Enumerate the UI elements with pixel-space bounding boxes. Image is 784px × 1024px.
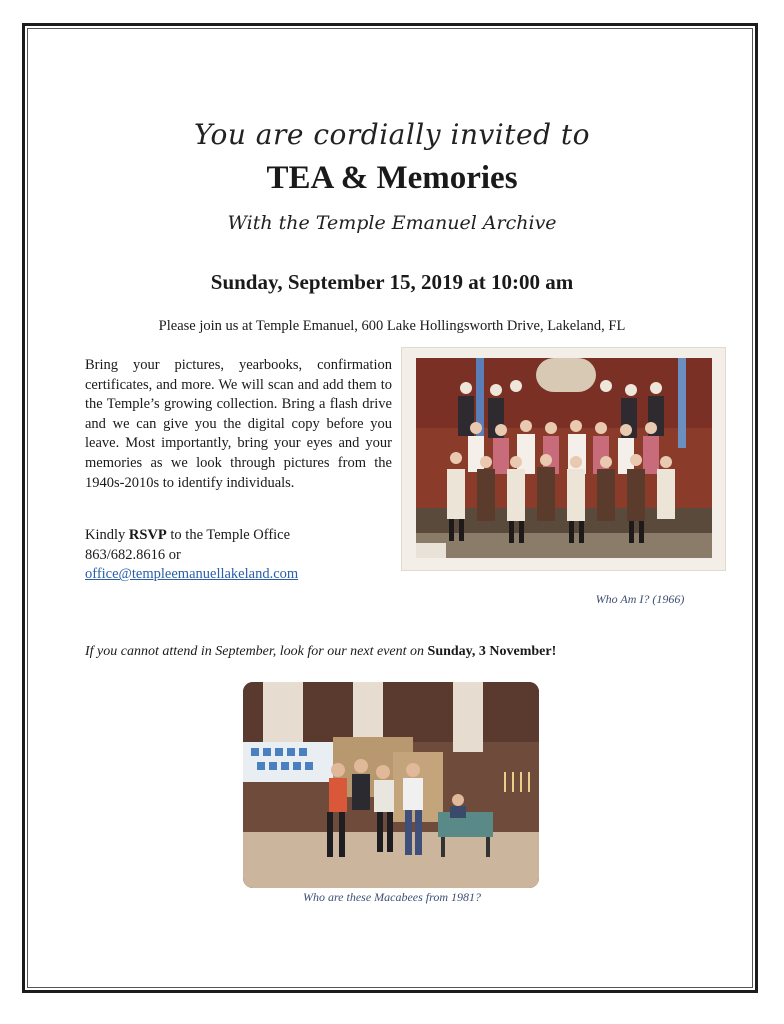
rsvp-phone: 863/682.8616 or	[85, 546, 181, 563]
next-event-text: If you cannot attend in September, look for our next event on	[85, 644, 425, 659]
photo-2-caption: Who are these Macabees from 1981?	[302, 890, 482, 904]
class-photo-1966	[402, 348, 725, 570]
class-photo-image	[416, 358, 712, 558]
event-date: Sunday, September 15, 2019 at 10:00 am	[210, 270, 574, 294]
event-location: Please join us at Temple Emanuel, 600 Lake Hollingsworth Drive, Lakeland, FL	[158, 318, 626, 334]
rsvp-email-link[interactable]: office@templeemanuellakeland.com	[85, 566, 299, 583]
photo-1-caption: Who Am I? (1966)	[595, 592, 685, 606]
invite-line: You are cordially invited to	[193, 118, 591, 151]
rsvp-block	[85, 526, 405, 585]
next-event-line	[85, 644, 725, 660]
macabees-photo-image	[243, 682, 539, 888]
rsvp-kindly: Kindly	[85, 527, 126, 543]
rsvp-office: to the Temple Office	[170, 527, 291, 543]
event-title: TEA & Memories	[266, 160, 518, 196]
body-paragraph: Bring your pictures, yearbooks, confirmation certificates, and more. We will scan and add them to the Temple’s growing collection. Bring a flash drive and we can give you the digital copy before you leave. Most importantly, bring your eyes and your memories as we look through pictures from the 1940s-2010s to identify individuals.	[85, 357, 392, 491]
event-subtitle: With the Temple Emanuel Archive	[227, 212, 557, 234]
next-event-date: Sunday, 3 November!	[427, 644, 557, 659]
macabees-photo-1981	[243, 682, 539, 888]
rsvp-word: RSVP	[128, 527, 167, 543]
